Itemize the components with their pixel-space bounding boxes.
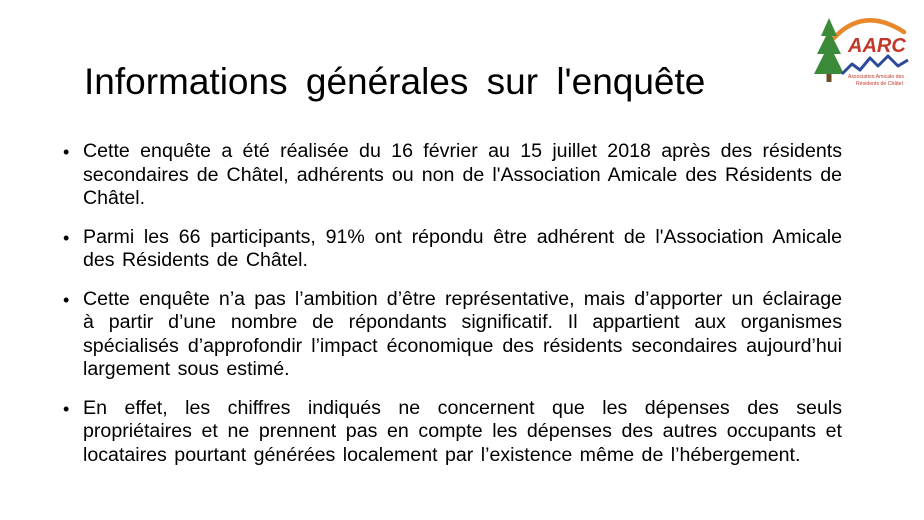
bullet-list xyxy=(62,140,842,467)
bullet-dot-icon: • xyxy=(63,398,70,419)
bullet-dot-icon: • xyxy=(63,289,70,310)
bullet-text: Parmi les 66 participants, 91% ont répondu être adhérent de l'Association Amicale des Résidents de Châtel. xyxy=(83,225,842,271)
slide-title: Informations générales sur l'enquête xyxy=(84,61,706,102)
bullet-text: Cette enquête n’a pas l’ambition d’être représentative, mais d’apporter un éclairage à partir d’une nombre de répondants significatif. Il appartient aux organismes spécialisés d’approfondir l’impact économique des résidents secondaires aujourd’hui largement sous estimé. xyxy=(83,287,842,380)
mountain-line-shape xyxy=(842,56,908,74)
logo-subtitle-line2: Résidents de Châtel xyxy=(856,81,903,87)
bullet-item xyxy=(62,226,842,273)
aarc-logo-graphic xyxy=(812,8,916,90)
bullet-text: En effet, les chiffres indiqués ne concernent que les dépenses des seuls propriétaires et ne prennent pas en compte les dépenses des autres occupants et locataires pourtant générées localement par l’existence même de l’hébergement. xyxy=(83,396,842,466)
bullet-item xyxy=(62,397,842,468)
fir-tree-icon xyxy=(814,18,844,82)
aarc-logo xyxy=(812,8,916,90)
bullet-dot-icon: • xyxy=(63,142,70,162)
logo-name: AARC xyxy=(848,35,906,57)
bullet-text: Cette enquête a été réalisée du 16 février au 15 juillet 2018 après des résidents secondaires de Châtel, adhérents ou non de l'Association Amicale des Résidents de Châtel. xyxy=(83,140,842,209)
bullet-dot-icon: • xyxy=(63,227,70,248)
bullet-item xyxy=(62,288,842,382)
bullet-item xyxy=(62,140,842,211)
logo-subtitle-line1: Association Amicale des xyxy=(848,74,904,80)
